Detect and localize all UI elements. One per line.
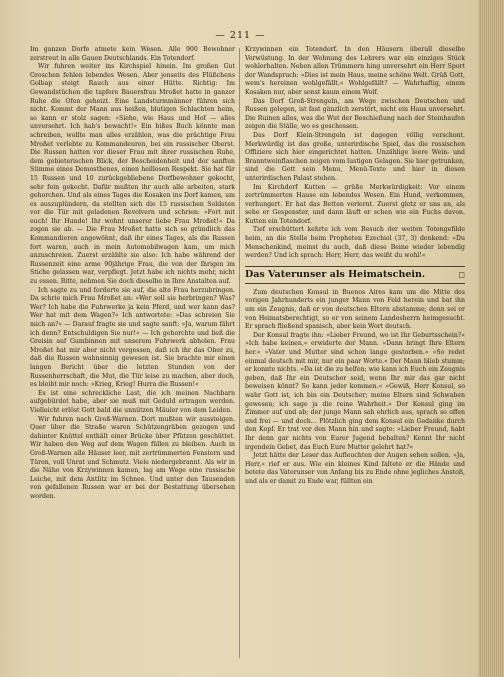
right-paragraph-8: Jetzt hätte der Leser das Aufleuchten der Augen sehen sollen. »Ja, Herr,« rief er aus. Wie ein kleines Kind faltete er die Hände und betete das Vaterunser von Anfang bis zu Ende ohne jegliches Anstoß, und als er damit zu Ende war, füllten ein [245,452,465,485]
right-paragraph-2: Das Dorf Groß-Strengeln, am Wege zwischen Deutschen und Russen gelegen, ist fast gänzlich zerstört, nicht ein Haus unversehrt. Die Ruinen alles, was die Wut der Beschießung nach der Steinhaufen zeigen die Ställe, wo es geschossen. [245,97,465,131]
section-header [245,266,465,284]
page-number: — 211 — [215,30,266,41]
left-paragraph-2: Wir fuhren weiter ins Kirchspiel hinein. Im großen Gut Groschen fehlen lebendes Wesen. Aber jenseits des Flüßchens Golbap steigt Rauch aus einer Hütte. Richtig: Im Gewandstüchen die tapfere Bauersfrau Mroßet hatte in ganzer Ruhe die Ofen geheizt. Eine Landsturmmänner führen sich nicht. Kommt der Mann aus heißen, blutigen Schlachten heim, so kann er stolz sagen: »Siehe, wie Haus und Hof — alles unversehrt. Ich hab's bewacht!« Ein bißes Buch könnte man schreiben, wollte man alles erzählen, was die prächtige Frau Mroßet verlebte zu Kommandeuren, bei ein russischer Oberst. Die Russen hatten vor dieser Frau mit ihrer russischen Ruhe, dem gebieterischen Blick, der Bescheidenheit und der sanften Stimme eines Demosthenes, einen heillosen Respekt. Sie hat für 15 Russen und 10 zurückgebliebene Dorfbewohner gekocht, sehr fein gekocht. Dafür mußten ihr auch alle arbeiten, stark gehorchen. Und als eines Tages die Kosaken ins Dorf kamen, um es auszuplündern, da stellten sich die 15 russischen Soldaten vor die Tür mit geladenen Revolvern und schrien: »Fort mit euch! Ihr Hunde! Ihr wohnt unserer liebe Frau Mroßet!« Da zogen sie ab. — Die Frau Mroßet hatte sich so gründlich das Kommandieren angewöhnt, daß ihr eines Tages, als die Russen fort waren, auch in mein Automobilwagen kam, um mich anzuschreien. Zuerst erzählte sie also: Ich habe während der Russenzeit eine arme 90jährige Frau, die von der Ihrigen im Stiche gelassen war, verpflegt. Jetzt habe ich nichts mehr, nicht zu essen. Bitte, nehmen Sie doch dieselbe in Ihre Anstalten auf. [30,63,235,286]
right-paragraph-5: Tief erschüttert kehrte ich vom Besuch der weiten Totengefilde heim, an die Stelle beim Propheten Ezechiel (37, 3) denkend: »Du Menschenkind, meinst du auch, daß diese Beine wieder lebendig werden? Und ich sprach: Herr, Herr, das weißt du wohl!« [245,226,465,260]
right-paragraph-1: Krzywinnen ein Totendorf. In den Häusern überall dieselbe Verwüstung. In der Wohnung des Lehrers war ein einziges Stück wohlerhalten. Neben allen Trümmern hing unversehrt ein Herr Sport der Wandspruch: »Dies ist mein Haus, meine schöne Welt. Grüß Gott, wem's hereinen wohlgefällt.« Wohlgefällt? — Wahrhaftig, einem Kosaken nur, aber sonst kaum einem Wolf. [245,46,465,96]
right-paragraph-6: Zum deutschen Konsul in Buenos Aires kam um die Mitte des vorigen Jahrhunderts ein junger Mann von Feld herein und bat ihn um ein Zeugnis, daß er von deutschen Eltern abstamme; denn sei er von Heimatsberechtigt, so er von seinem Landesherrn heimgesucht. Er sprach fließend spanisch, aber kein Wort deutsch. [245,288,465,331]
column-divider [239,48,240,658]
left-paragraph-1: Im ganzen Dorfe atmete kein Wesen. Alle 900 Bewohner zerstreut in alle Gauen Deutschlands. Ein Totendorf. [30,46,235,62]
ornament-icon: ◻ [458,269,465,279]
left-column [30,46,235,501]
right-paragraph-7: Der Konsul fragte ihn: »Lieber Freund, wo ist Ihr Geburtsschein?« »Ich habe keinen,« erwiderte der Mann. »Dann bringt Ihre Eltern her.« »Vater und Mutter sind schon lange gestorben.« »So redet einmal deutsch mit mir, nur ein paar Worte.« Der Mann blieb stumm; er konnte nichts. »Da ist die zu helfen; wie kann ich Euch ein Zeugnis geben, daß Ihr ein Deutscher seid, wenn Ihr mir das gar nicht beweisen könnt? So kann jeder kommen.« »Gewiß, Herr Konsul, so wahr Gott ist, ich bin ein Deutscher; meine Eltern sind Schwaben gewesen; ich sage ja die reine Wahrheit.« Der Konsul ging im Zimmer auf und ab; der junge Mann sah ehrlich aus, sprach so offen und frei — und doch... Plötzlich ging dem Konsul ein Gedanke durch den Kopf. Er trat vor den Mann hin und sagte: »Lieber Freund, habt Ihr denn gar nichts von Eurer Jugend behalten? Kennt Ihr nicht irgendein Gebet, das Euch Eure Mutter gelehrt hat?« [245,331,465,451]
right-paragraph-4: Im Kirchdorf Kutten — grüße Merkwürdigkeit: Vor einem zertrümmerten Hause ein lebendes Wesen. Ein Hund, verkommen, verhungert. Er hat das Betten verlernt. Zuerst glotz er uns an, als sehe er Gespenster, und dann läuft er schen wie ein Fuchs davon. Kutten ein Totendorf. [245,183,465,225]
right-paragraph-3: Das Dorf Klein-Strengeln ist dagegen völlig verschont. Merkwürdig ist das große, unterirdische Spiel, das die russischen Offiziere sich hier eingerichtet hatten. Unzählige leere Wein- und Branntweinflaschen zeigen vom lustigen Gelagen. Sie hier getrunken, sind die Gott sein Menu, Menü-Texte und hier in diesen unterirdischen Palast stehen. [245,131,465,182]
left-paragraph-5: Wir fuhren nach Groß-Warnen. Dort mußten wir aussteigen. Quer über die Straße waren Schützengräben gezogen und dahinter Knüttel enthält einer Brücke über Pfützen geschüttet. Wir haben den Weg auf dem Wagen füllen zu bleiben. Auch in Groß-Warnen alle Häuser leer, mit zertrümmerten Fenstern und Türen, voll Unrat und Schmutz. Viele niedergebrannt. Als wir in die Nähe von Krzywinnen kamen, lag am Wege eine russische Leiche, mit dem Antlitz im Schnee. Und unter den Tausenden von gefallenen Russen war er bei der Bestattung übersehen worden. [30,415,235,500]
left-paragraph-4: Es ist eine schreckliche Last, die ich meinen Nachbarn aufgebürdet habe, aber sie muß mit Geduld ertragen werden. Vielleicht erlöst Gott bald die unnützen Mäuler von dem Leiden. [30,389,235,414]
right-column [245,46,465,487]
page-stack-edge [481,0,504,677]
section-title: Das Vaterunser als Heimatschein. [245,268,426,280]
left-paragraph-3: Ich sagte zu und forderte sie auf, die alte Frau herzubringen. Da schrie mich Frau Mroßet an: »Wer soll sie herbringen? Was? Wer? Ich habe die Fuhrwerke ja kein Pferd, und wer kann das? Wer hat mit dem Wagen?« Ich antwortete: »Das schreien Sie mich an?« — Darauf fragte sie und sagte sanft: »Ja, warum fährt ich denn? Entschuldigen Sie nur!« — Ich gehorchte und ließ die Greisin auf Gumbinnen mit unserem Fuhrwerk abholen. Frau Mroßet hat mir aber nicht vergessen, daß ich ihr das Ober zu, daß die Russen wahnsinnig gewesen ist. Sie brachte mir einen langen Bericht über die letzten Stunden von der Russenherrschaft, die Mut, die Tür leise zu machen, aber doch, es bleibt mir noch: »Krieg, Krieg! Hurra die Russen!« [30,286,235,389]
